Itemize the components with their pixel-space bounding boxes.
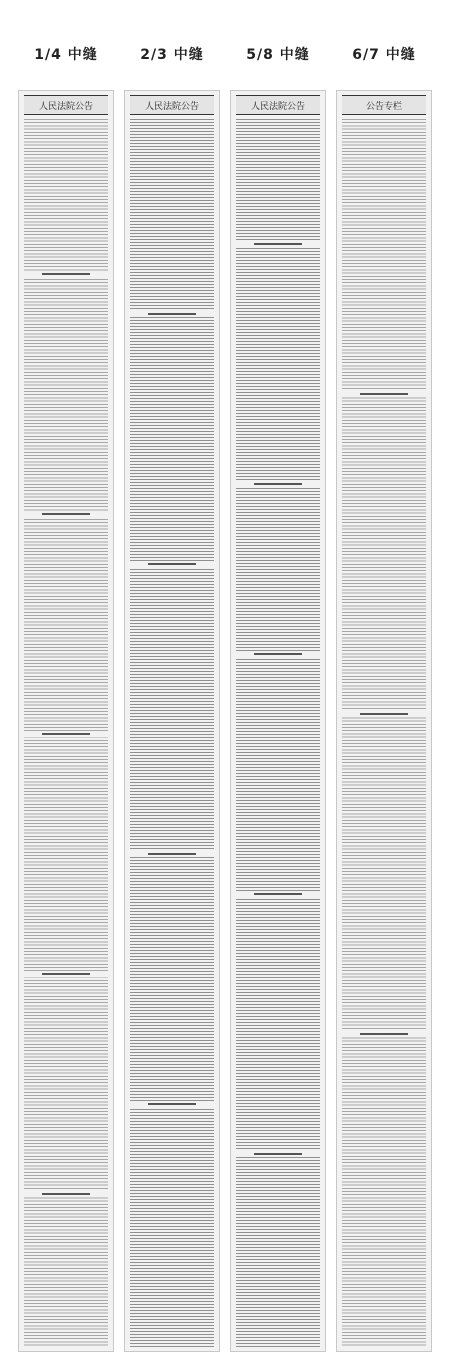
section-divider — [130, 561, 214, 567]
newspaper-strip — [18, 90, 114, 1352]
section-divider — [24, 511, 108, 517]
section-divider — [342, 1031, 426, 1037]
section-divider — [236, 481, 320, 487]
newspaper-strip — [230, 90, 326, 1352]
column-label: 6/7 中缝 — [352, 47, 416, 63]
column-label: 1/4 中缝 — [34, 47, 98, 63]
newspaper-strip — [124, 90, 220, 1352]
strip-header: 公告专栏 — [342, 95, 426, 115]
section-divider — [130, 1101, 214, 1107]
section-divider — [236, 1151, 320, 1157]
strip-header: 人民法院公告 — [236, 95, 320, 115]
strip-header: 人民法院公告 — [130, 95, 214, 115]
column-label: 5/8 中缝 — [246, 47, 310, 63]
section-divider — [24, 971, 108, 977]
column-label: 2/3 中缝 — [140, 47, 204, 63]
section-divider — [130, 311, 214, 317]
section-divider — [130, 851, 214, 857]
section-divider — [24, 271, 108, 277]
notice-text-block — [342, 119, 426, 1347]
newspaper-strip — [336, 90, 432, 1352]
section-divider — [24, 1191, 108, 1197]
section-divider — [236, 891, 320, 897]
section-divider — [236, 241, 320, 247]
section-divider — [342, 391, 426, 397]
strip-header: 人民法院公告 — [24, 95, 108, 115]
section-divider — [342, 711, 426, 717]
notice-text-block — [130, 119, 214, 1347]
notice-text-block — [236, 119, 320, 1347]
section-divider — [236, 651, 320, 657]
section-divider — [24, 731, 108, 737]
